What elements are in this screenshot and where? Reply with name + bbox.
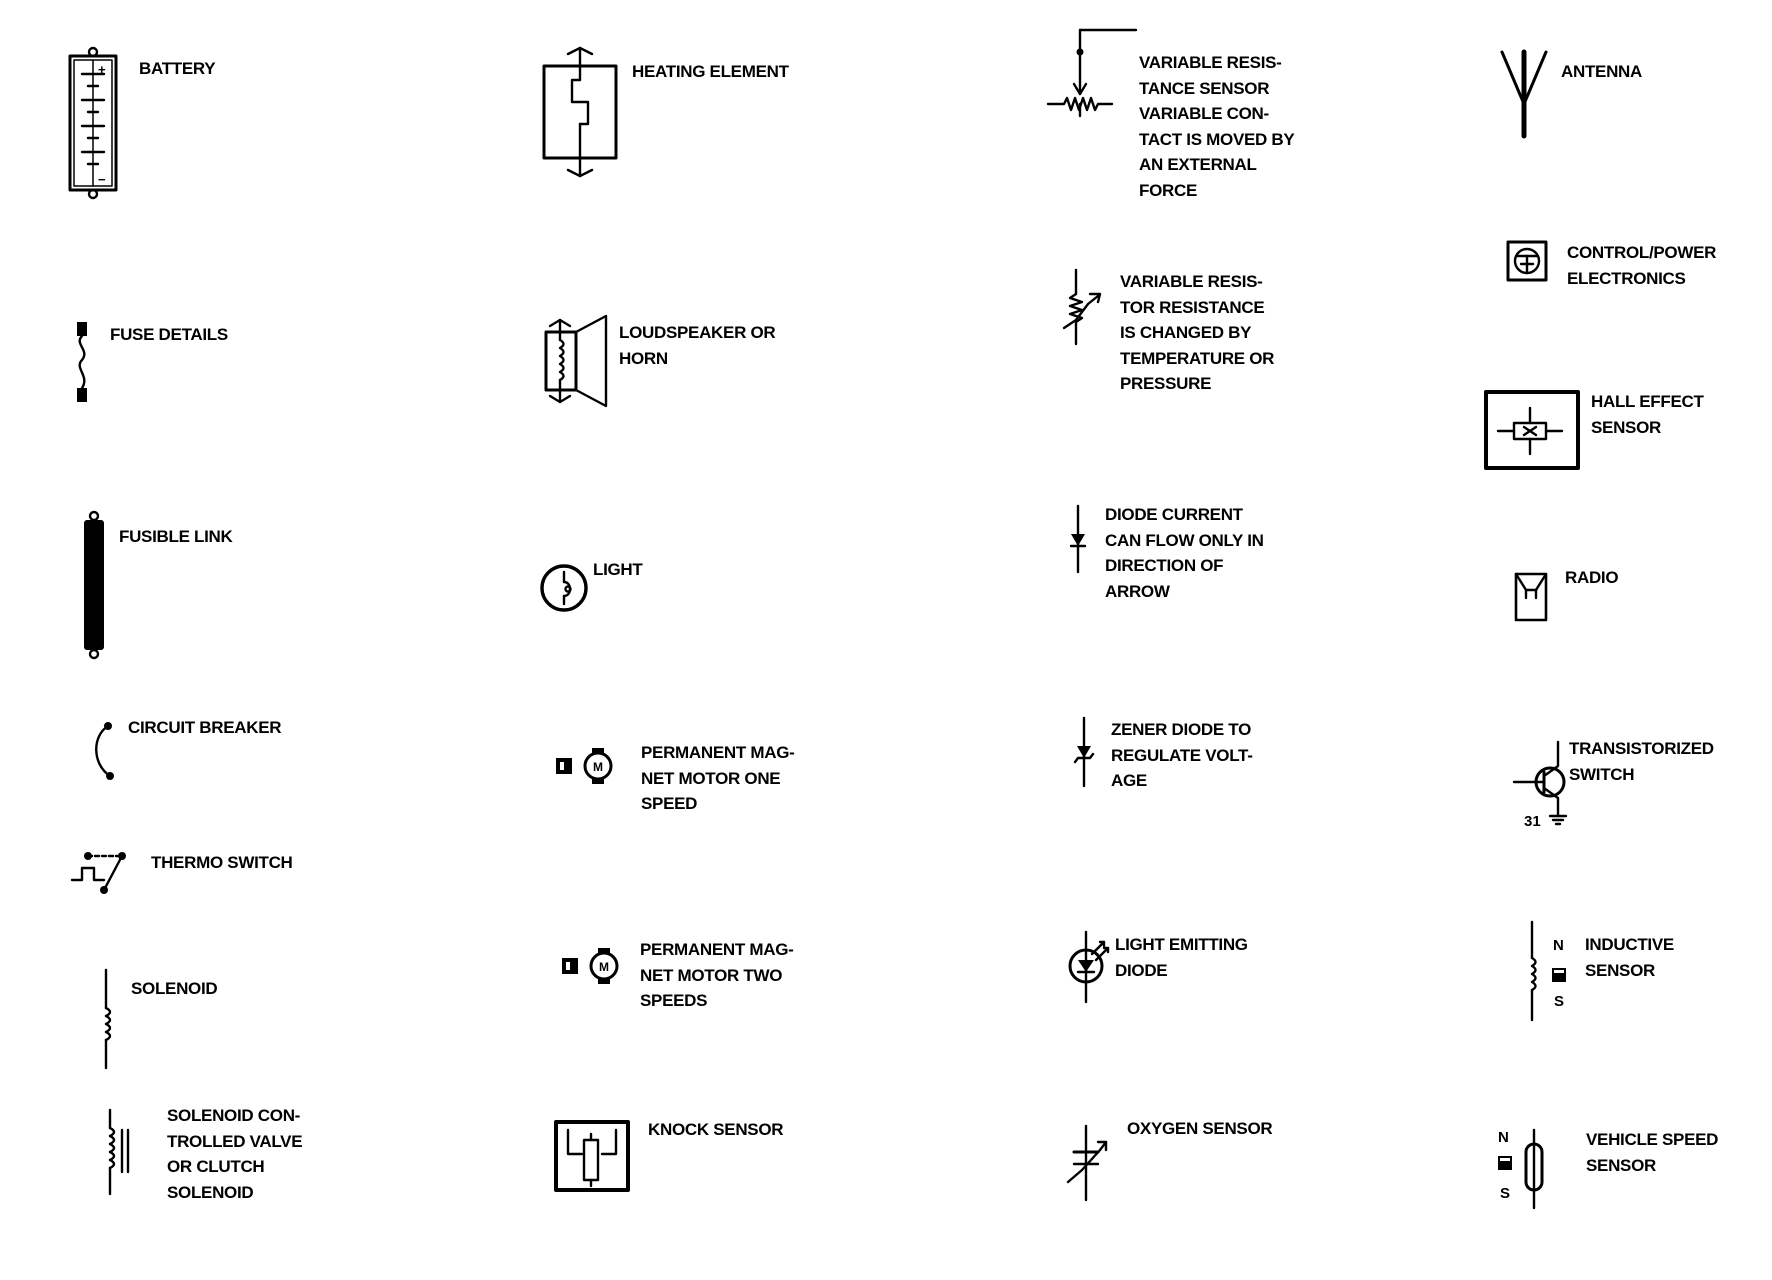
label-diode: DIODE CURRENT CAN FLOW ONLY IN DIRECTION OF ARROW [1105, 505, 1264, 601]
label-pm-motor-two: PERMANENT MAG- NET MOTOR TWO SPEEDS [640, 940, 794, 1010]
inductive-n-text: N [1553, 937, 1564, 954]
thermo-switch-symbol [70, 848, 130, 898]
label-thermo-switch: THERMO SWITCH [151, 853, 293, 872]
antenna-symbol [1498, 48, 1558, 140]
label-battery: BATTERY [139, 59, 216, 78]
battery-plus-text: + [98, 62, 106, 77]
solenoid-symbol [96, 968, 126, 1072]
var-resistor-symbol [1058, 268, 1108, 348]
pm-motor-one-symbol [552, 744, 622, 794]
inductive-s-text: S [1554, 993, 1565, 1010]
fuse-details-symbol [72, 318, 102, 408]
label-transistor-switch: TRANSISTORIZED SWITCH [1569, 739, 1714, 784]
var-res-sensor-symbol [1046, 26, 1146, 118]
label-oxygen-sensor: OXYGEN SENSOR [1127, 1119, 1273, 1138]
transistor-ground-text: 31 [1524, 813, 1541, 830]
radio-symbol [1514, 572, 1554, 624]
oxygen-sensor-symbol [1066, 1122, 1116, 1202]
label-light: LIGHT [593, 560, 643, 579]
knock-sensor-symbol [554, 1120, 634, 1194]
label-radio: RADIO [1565, 568, 1619, 587]
fusible-link-symbol [74, 510, 114, 660]
solenoid-valve-symbol [100, 1108, 140, 1198]
hall-effect-symbol [1484, 390, 1584, 472]
vehicle-speed-symbol [1492, 1128, 1562, 1210]
label-antenna: ANTENNA [1561, 62, 1643, 81]
battery-symbol [60, 44, 140, 204]
heating-element-symbol [542, 44, 622, 180]
label-solenoid-valve: SOLENOID CON- TROLLED VALVE OR CLUTCH SOLENOID [167, 1106, 303, 1202]
label-vehicle-speed: VEHICLE SPEED SENSOR [1586, 1130, 1719, 1175]
label-knock-sensor: KNOCK SENSOR [648, 1120, 784, 1139]
label-led: LIGHT EMITTING DIODE [1115, 935, 1248, 980]
control-power-symbol [1506, 240, 1550, 284]
label-var-res-sensor: VARIABLE RESIS- TANCE SENSOR VARIABLE CON- TACT IS MOVED BY AN EXTERNAL FORCE [1139, 53, 1295, 200]
motor-one-m-text: M [593, 760, 603, 774]
loudspeaker-symbol [540, 314, 620, 410]
label-fuse-details: FUSE DETAILS [110, 325, 228, 344]
speed-s-text: S [1500, 1185, 1511, 1202]
label-zener-diode: ZENER DIODE TO REGULATE VOLT- AGE [1111, 720, 1253, 790]
label-hall-effect: HALL EFFECT SENSOR [1591, 392, 1704, 437]
battery-minus-text: − [98, 172, 106, 187]
pm-motor-two-symbol [558, 944, 628, 994]
label-circuit-breaker: CIRCUIT BREAKER [128, 718, 282, 737]
diode-symbol [1066, 504, 1096, 574]
speed-n-text: N [1498, 1129, 1509, 1146]
inductive-sensor-symbol [1526, 920, 1586, 1024]
circuit-breaker-symbol [88, 718, 128, 788]
label-var-resistor: VARIABLE RESIS- TOR RESISTANCE IS CHANGED BY TEMPERATURE OR PRESSURE [1120, 272, 1275, 393]
label-loudspeaker: LOUDSPEAKER OR HORN [619, 323, 776, 368]
label-heating-element: HEATING ELEMENT [632, 62, 789, 81]
label-inductive-sensor: INDUCTIVE SENSOR [1585, 935, 1674, 980]
label-fusible-link: FUSIBLE LINK [119, 527, 233, 546]
motor-two-m-text: M [599, 960, 609, 974]
label-control-power: CONTROL/POWER ELECTRONICS [1567, 243, 1717, 288]
label-pm-motor-one: PERMANENT MAG- NET MOTOR ONE SPEED [641, 743, 795, 813]
zener-diode-symbol [1072, 716, 1102, 788]
light-symbol [538, 562, 594, 618]
label-solenoid: SOLENOID [131, 979, 218, 998]
